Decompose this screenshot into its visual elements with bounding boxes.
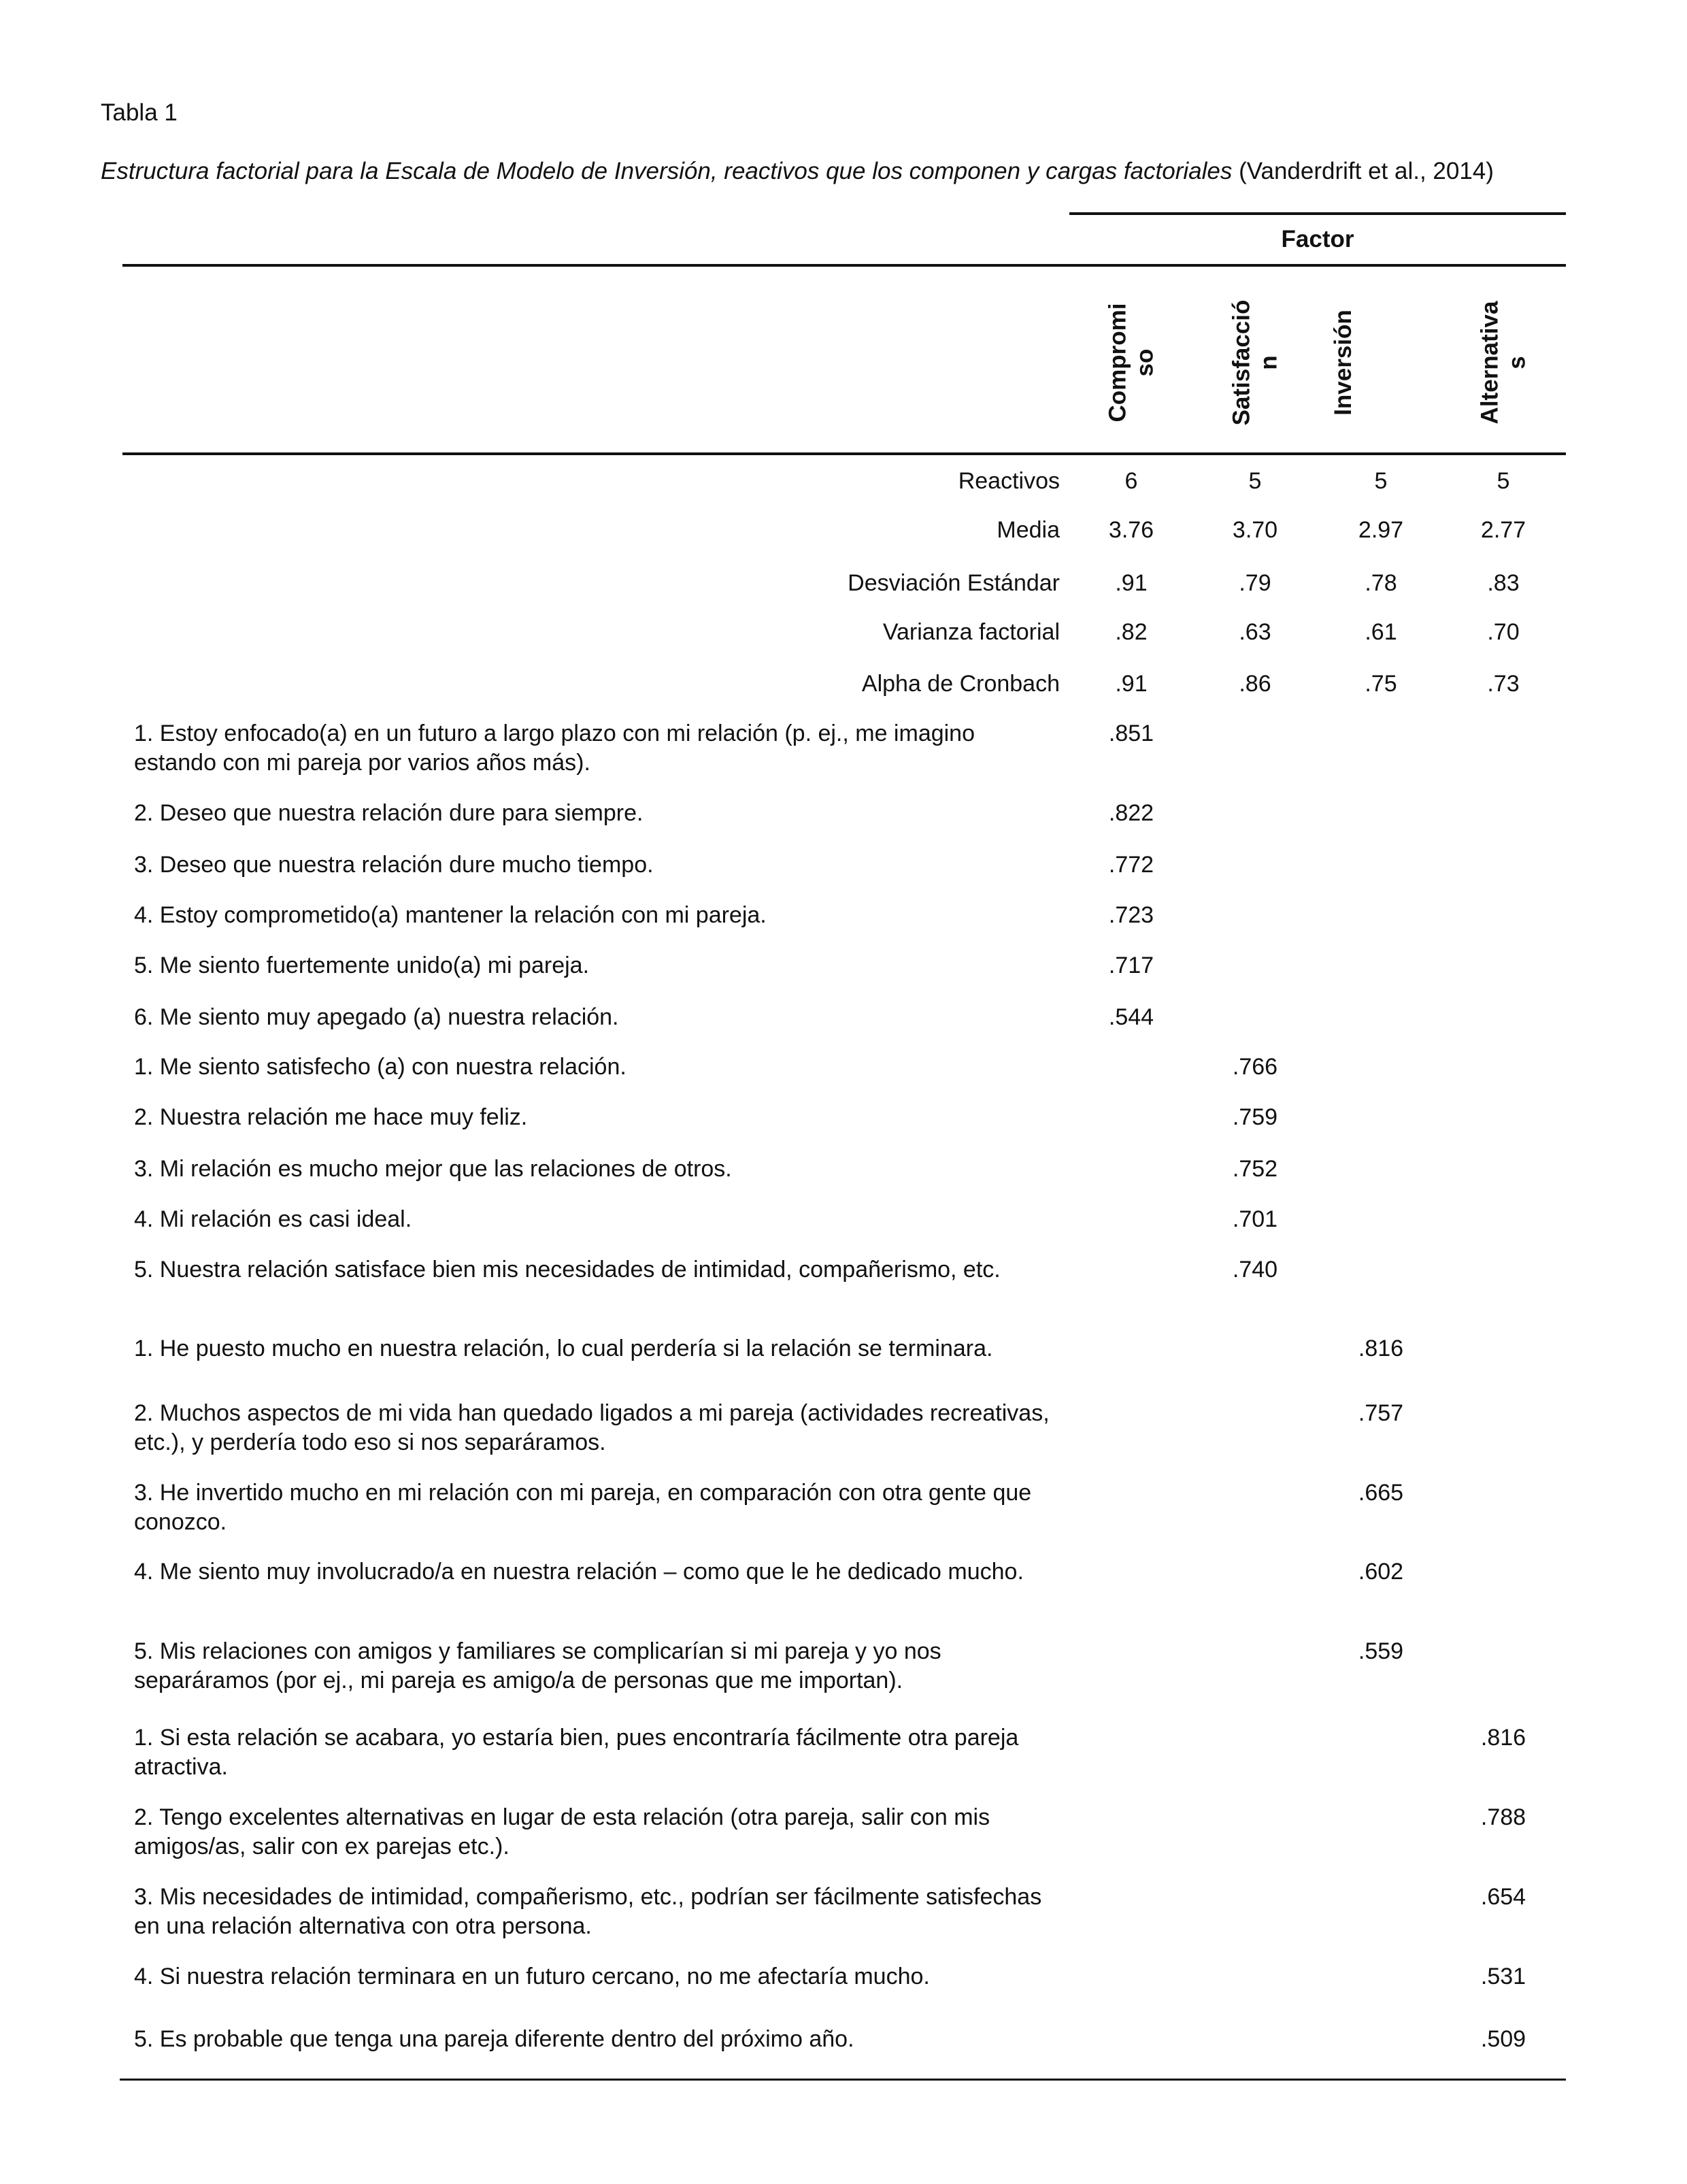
factor-loading: .772: [1108, 852, 1154, 878]
summary-label: Media: [997, 517, 1060, 543]
summary-value: .75: [1365, 671, 1397, 697]
factor-loading: .531: [1480, 1964, 1526, 1989]
summary-value: .63: [1239, 619, 1271, 645]
factor-loading: .752: [1232, 1156, 1278, 1182]
summary-label: Reactivos: [958, 468, 1060, 494]
summary-label: Alpha de Cronbach: [861, 671, 1060, 697]
summary-value: 2.97: [1358, 517, 1404, 543]
summary-value: .78: [1365, 570, 1397, 596]
summary-value: .79: [1239, 570, 1271, 596]
item-text: 4. Me siento muy involucrado/a en nuestra relación – como que le he dedicado mucho.: [134, 1559, 1024, 1585]
header-rule: [122, 264, 1566, 267]
summary-value: 3.70: [1232, 517, 1278, 543]
summary-value: .86: [1239, 671, 1271, 697]
item-text: 4. Mi relación es casi ideal.: [134, 1206, 412, 1232]
factor-loading: .851: [1108, 721, 1154, 746]
factor-loading: .766: [1232, 1054, 1278, 1080]
item-text: 4. Si nuestra relación terminara en un futuro cercano, no me afectaría mucho.: [134, 1964, 930, 1989]
factor-loading: .816: [1358, 1336, 1404, 1361]
factor-loading: .740: [1232, 1257, 1278, 1283]
column-header-inversion: [1303, 272, 1384, 453]
summary-value: 3.76: [1108, 517, 1154, 543]
item-text: 2. Tengo excelentes alternativas en lugar de esta relación (otra pareja, salir con mis amigos/as, salir con ex parejas etc.).: [134, 1804, 990, 1859]
item-text: 1. He puesto mucho en nuestra relación, lo cual perdería si la relación se terminara.: [134, 1336, 993, 1361]
item-text: 5. Nuestra relación satisface bien mis necesidades de intimidad, compañerismo, etc.: [134, 1257, 1001, 1283]
summary-value: 5: [1374, 468, 1388, 494]
caption-citation: (Vanderdrift et al., 2014): [1232, 158, 1494, 184]
summary-value: .91: [1115, 570, 1148, 596]
summary-value: 5: [1248, 468, 1262, 494]
summary-value: 6: [1124, 468, 1138, 494]
factor-loading: .757: [1358, 1400, 1404, 1426]
summary-value: .91: [1115, 671, 1148, 697]
item-text: 2. Deseo que nuestra relación dure para siempre.: [134, 800, 644, 826]
item-text: 5. Es probable que tenga una pareja diferente dentro del próximo año.: [134, 2026, 854, 2052]
summary-label: Desviación Estándar: [848, 570, 1060, 596]
factor-loading: .654: [1480, 1884, 1526, 1910]
factor-group-header: Factor: [1281, 226, 1354, 252]
item-text: 1. Estoy enfocado(a) en un futuro a largo plazo con mi relación (p. ej., me imagino estando con mi pareja por varios años más).: [134, 721, 975, 776]
summary-value: .83: [1487, 570, 1520, 596]
factor-loading: .544: [1108, 1004, 1154, 1030]
column-header-label: Satisfacció n: [1228, 299, 1282, 426]
factor-loading: .816: [1480, 1725, 1526, 1751]
item-text: 1. Si esta relación se acabara, yo estaría bien, pues encontraría fácilmente otra pareja atractiva.: [134, 1725, 1019, 1780]
factor-loading: .559: [1358, 1638, 1404, 1664]
item-text: 6. Me siento muy apegado (a) nuestra relación.: [134, 1004, 619, 1030]
factor-top-rule: [1069, 212, 1566, 215]
item-text: 5. Me siento fuertemente unido(a) mi pareja.: [134, 953, 590, 978]
column-header-compromiso: [1090, 272, 1172, 453]
factor-loading: .701: [1232, 1206, 1278, 1232]
factor-loading: .717: [1108, 953, 1154, 978]
item-text: 1. Me siento satisfecho (a) con nuestra relación.: [134, 1054, 627, 1080]
factor-loading: .759: [1232, 1104, 1278, 1130]
table-caption: [101, 158, 1494, 185]
summary-value: 2.77: [1480, 517, 1526, 543]
column-header-label: Alternativa s: [1476, 301, 1530, 425]
item-text: 3. Mis necesidades de intimidad, compañerismo, etc., podrían ser fácilmente satisfechas en una relación alternativa con otra persona.: [134, 1884, 1042, 1939]
item-text: 3. He invertido mucho en mi relación con mi pareja, en comparación con otra gente que conozco.: [134, 1480, 1032, 1535]
summary-value: 5: [1497, 468, 1510, 494]
summary-value: .73: [1487, 671, 1520, 697]
summary-value: .70: [1487, 619, 1520, 645]
summary-value: .61: [1365, 619, 1397, 645]
caption-title: Estructura factorial para la Escala de Modelo de Inversión, reactivos que los componen y cargas factoriales: [101, 158, 1233, 184]
body-top-rule: [122, 452, 1566, 455]
item-text: 5. Mis relaciones con amigos y familiares se complicarían si mi pareja y yo nos separáramos (por ej., mi pareja es amigo/a de personas que me importan).: [134, 1638, 941, 1693]
column-header-satisfaccion: [1214, 272, 1296, 453]
item-text: 4. Estoy comprometido(a) mantener la relación con mi pareja.: [134, 902, 767, 928]
factor-loading: .665: [1358, 1480, 1404, 1506]
factor-loading: .788: [1480, 1804, 1526, 1830]
factor-loading: .602: [1358, 1559, 1404, 1585]
factor-loading: .509: [1480, 2026, 1526, 2052]
bottom-rule: [120, 2079, 1566, 2081]
column-header-alternativas: [1463, 272, 1544, 453]
column-header-label: Inversión: [1330, 310, 1357, 416]
item-text: 2. Muchos aspectos de mi vida han quedado ligados a mi pareja (actividades recreativas, etc.), y perdería todo eso si nos separáramos.: [134, 1400, 1050, 1455]
factor-loading: .723: [1108, 902, 1154, 928]
column-header-label: Compromi so: [1104, 303, 1158, 423]
table-number: Tabla 1: [101, 99, 178, 126]
summary-label: Varianza factorial: [882, 619, 1060, 645]
factor-loading: .822: [1108, 800, 1154, 826]
item-text: 2. Nuestra relación me hace muy feliz.: [134, 1104, 528, 1130]
item-text: 3. Mi relación es mucho mejor que las relaciones de otros.: [134, 1156, 732, 1182]
item-text: 3. Deseo que nuestra relación dure mucho tiempo.: [134, 852, 654, 878]
summary-value: .82: [1115, 619, 1148, 645]
